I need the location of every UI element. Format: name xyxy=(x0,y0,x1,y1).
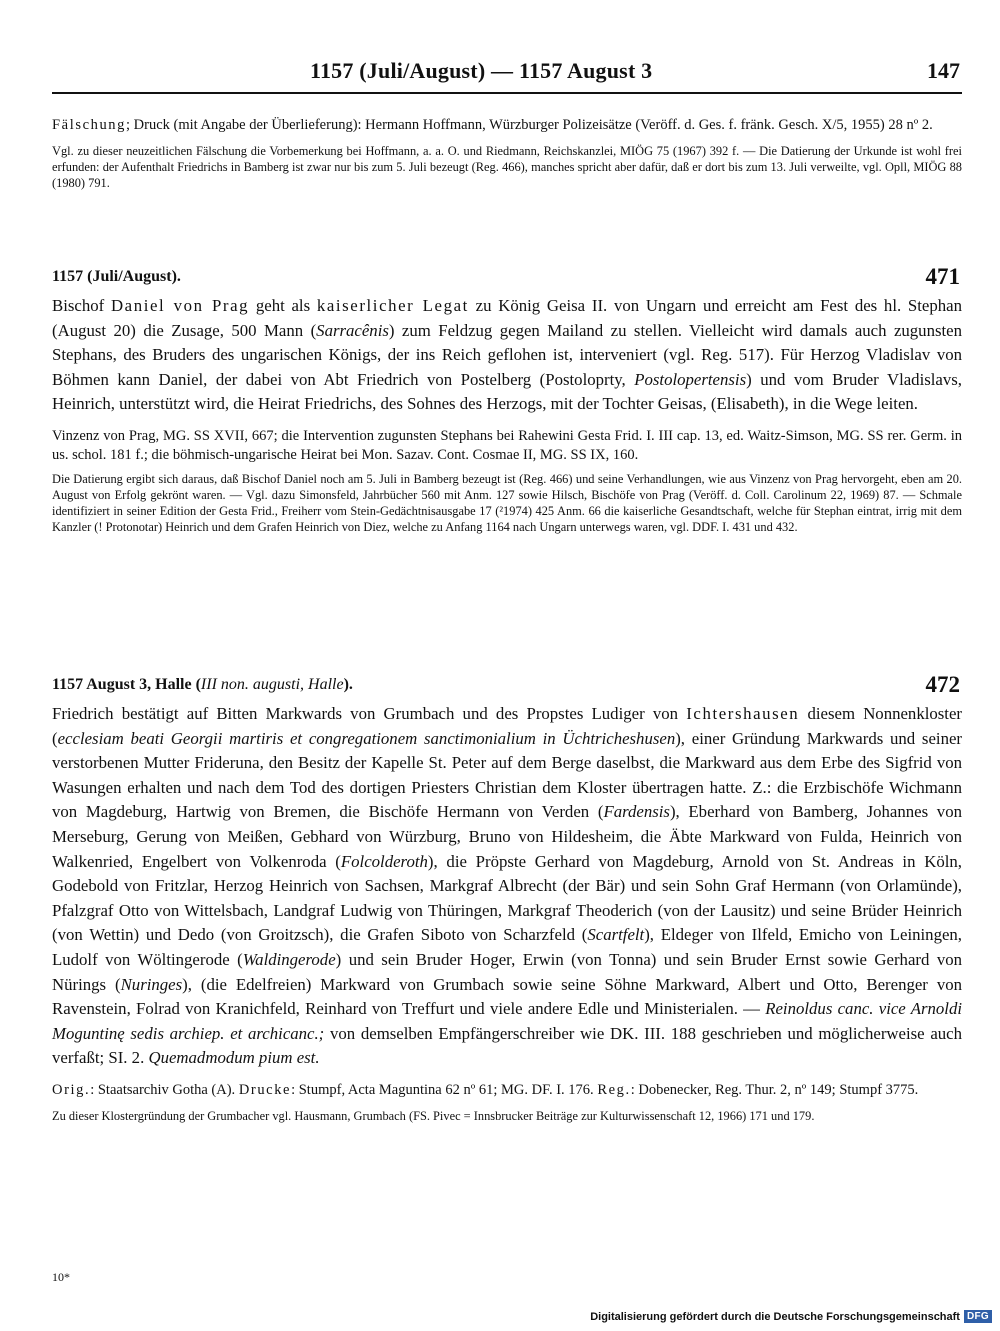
sources-note: Orig.: Staatsarchiv Gotha (A). Drucke: Stumpf, Acta Maguntina 62 nº 61; MG. DF. I. 176. Reg.: Dobenecker, Reg. Thur. 2, nº 149; Stumpf 3775. xyxy=(52,1081,919,1098)
signature-mark: 10* xyxy=(52,1270,70,1284)
dfg-logo-icon: DFG xyxy=(964,1310,992,1323)
regest-text: Bischof Daniel von Prag geht als kaiserlicher Legat zu König Geisa II. von Ungarn und erreicht am Fest des hl. Stephan (August 20) die Zusage, 500 Mann (Sarracênis) zum Feldzug gegen Mailand zu stellen. Vielleicht wird damals auch zugunsten Stephans, des Bruders des ungarischen Königs, der ins Reich geflohen ist, interveniert (vgl. Reg. 517). Für Herzog Vladislav von Böhmen kann Daniel, der dabei von Abt Friedrich von Postelberg (Postoloprty, Postolopertensis) und vom Bruder Vladislavs, Heinrich, unterstützt wird, die Heirat Friedrichs, des Sohnes des Herzogs, mit der Tochter Geisas, (Elisabeth), in die Wege leiten. xyxy=(52,296,962,414)
commentary-note: Die Datierung ergibt sich daraus, daß Bischof Daniel noch am 5. Juli in Bamberg bezeugt ist (Reg. 466) und seine Verhandlungen, wie aus Vinzenz von Prag hervorgeht, eben am 20. August von Erfolg gekrönt waren. — Vgl. dazu Simonsfeld, Jahrbücher 560 mit Anm. 127 sowie Hilsch, Bischöfe von Prag (Veröff. d. Coll. Carolinum 22, 1969) 87. — Schmale identifiziert in seiner Edition der Gesta Frid., Freiherr vom Stein-Gedächtnisausgabe 17 (²1974) 425 Anm. 66 die kaiserliche Gesandtschaft, welche für Stephan eintrat, irrig mit dem Kanzler (! Protonotar) Heinrich und dem Grafen Heinrich von Diez, welche zu Anfang 1164 nach Ungarn unterwegs waren, vgl. DDF. I. 431 und 432. xyxy=(52,471,962,534)
entry-heading xyxy=(52,672,962,702)
entry-number: 471 xyxy=(925,264,960,289)
page-header xyxy=(52,56,962,94)
page-title: 1157 (Juli/August) — 1157 August 3 xyxy=(310,58,653,83)
page-number: 147 xyxy=(927,58,960,83)
funding-note: Digitalisierung gefördert durch die Deutsche Forschungsgemeinschaft xyxy=(590,1310,960,1323)
previous-entry-edition-note: Fälschung; Druck (mit Angabe der Überlieferung): Hermann Hoffmann, Würzburger Polizeisätze (Veröff. d. Ges. f. fränk. Gesch. X/5, 1955) 28 nº 2. xyxy=(52,117,933,133)
entry-number: 472 xyxy=(925,672,960,697)
sources-note: Vinzenz von Prag, MG. SS XVII, 667; die Intervention zugunsten Stephans bei Rahewini Gesta Frid. I. III cap. 13, ed. Waitz-Simson, MG. SS rer. Germ. in us. schol. 181 f.; die böhmisch-ungarische Heirat bei Mon. Sazav. Cont. Cosmae II, MG. SS IX, 160. xyxy=(52,427,962,463)
entry-date: 1157 (Juli/August). xyxy=(52,268,181,285)
previous-entry-commentary: Vgl. zu dieser neuzeitlichen Fälschung die Vorbemerkung bei Hoffmann, a. a. O. und Riedmann, Reichskanzlei, MIÖG 75 (1967) 392 f. — Die Datierung der Urkunde ist wohl frei erfunden: der Aufenthalt Friedrichs in Bamberg ist zwar nur bis zum 5. Juli bezeugt (Reg. 466), manches spricht aber dafür, daß er dort bis zum 13. Juli verweilte, vgl. Opll, MIÖG 88 (1980) 791. xyxy=(52,144,962,190)
commentary-note: Zu dieser Klostergründung der Grumbacher vgl. Hausmann, Grumbach (FS. Pivec = Innsbrucker Beiträge zur Kulturwissenschaft 12, 1966) 171 und 179. xyxy=(52,1108,815,1123)
regest-entry-472 xyxy=(52,672,962,1124)
previous-entry xyxy=(52,116,962,191)
entry-date: 1157 August 3, Halle (III non. augusti, Halle). xyxy=(52,676,353,693)
funding-footer xyxy=(590,1310,992,1323)
regest-text: Friedrich bestätigt auf Bitten Markwards von Grumbach und des Propstes Ludiger von Ichtershausen diesem Nonnenkloster (ecclesiam beati Georgii martiris et congregationem sanctimonialium in Üchtricheshusen), einer Gründung Markwards und seiner verstorbenen Mutter Frideruna, den Besitz der Kapelle St. Peter auf dem Berge daselbst, die Markward aus dem Erbe des Sigfrid von Wasungen erhalten und nach dem Tod des dortigen Priesters Christian dem Kloster übertragen hatte. Z.: die Erzbischöfe Wichmann von Magdeburg, Hartwig von Bremen, die Bischöfe Hermann von Verden (Fardensis), Eberhard von Bamberg, Johannes von Merseburg, Gerung von Meißen, Gebhard von Würzburg, Bruno von Hildesheim, die Äbte Markward von Fulda, Heinrich von Walkenried, Engelbert von Volkenroda (Folcolderoth), die Pröpste Gerhard von Magdeburg, Arnold von St. Andreas in Köln, Godebold von Fritzlar, Herzog Heinrich von Sachsen, Markgraf Albrecht (der Bär) und sein Sohn Graf Hermann (von Orlamünde), Pfalzgraf Otto von Wittelsbach, Landgraf Ludwig von Thüringen, Markgraf Theoderich (von der Lausitz) und seine Brüder Heinrich (von Wettin) und Dedo (von Groitzsch), die Grafen Siboto von Scharzfeld (Scartfelt), Eldeger von Ilfeld, Emicho von Leiningen, Ludolf von Wöltingerode (Waldingerode) und sein Bruder Hoger, Erwin (von Tonna) und sein Bruder Ernst sowie Gerhard von Nürings (Nuringes), (die Edelfreien) Markward von Grumbach sowie seine Söhne Markward, Albert und Otto, Berenger von Ravenstein, Folrad von Kranichfeld, Reinhard von Treffurt und viele andere Edle und Ministerialen. — Reinoldus canc. vice Arnoldi Moguntinę sedis archiep. et archicanc.; von demselben Empfängerschreiber wie DK. III. 188 geschrieben und möglicherweise auch verfaßt; SI. 2. Quemadmodum pium est. xyxy=(52,704,962,1068)
forgery-label: Fälschung xyxy=(52,117,127,133)
regest-entry-471 xyxy=(52,264,962,535)
entry-heading xyxy=(52,264,962,294)
